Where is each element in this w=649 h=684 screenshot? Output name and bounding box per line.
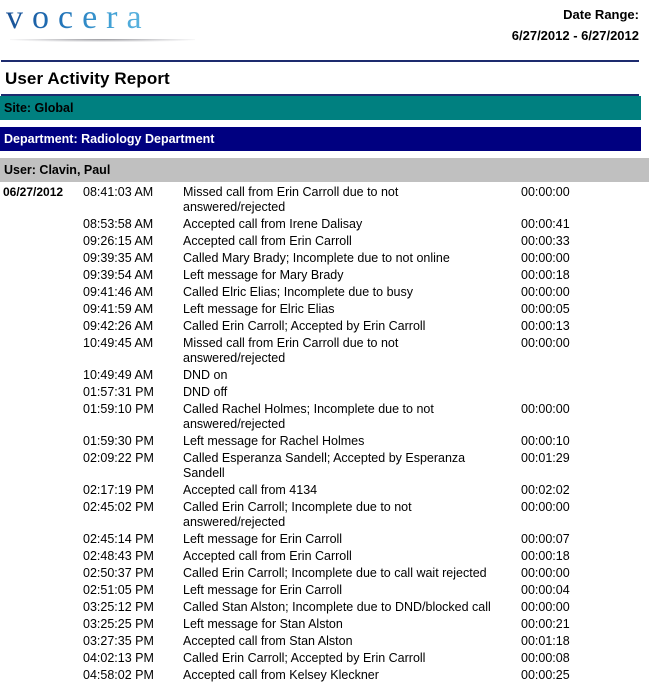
cell-date — [0, 284, 83, 301]
activity-table — [0, 184, 649, 684]
cell-date — [0, 216, 83, 233]
cell-date — [0, 250, 83, 267]
cell-duration: 00:00:00 — [521, 402, 570, 416]
table-row — [0, 216, 649, 233]
cell-time: 08:41:03 AM — [83, 185, 154, 199]
cell-date: 06/27/2012 — [3, 185, 64, 199]
cell-time: 02:50:37 PM — [83, 566, 154, 580]
cell-date — [0, 384, 83, 401]
table-row — [0, 650, 649, 667]
cell-duration: 00:00:00 — [521, 566, 570, 580]
cell-description: Missed call from Erin Carroll due to not answered/rejected — [183, 185, 399, 214]
cell-time: 10:49:49 AM — [83, 368, 154, 382]
cell-description: Left message for Elric Elias — [183, 302, 335, 316]
table-row — [0, 565, 649, 582]
vocera-logo: vocera — [6, 0, 151, 36]
cell-time: 01:57:31 PM — [83, 385, 154, 399]
table-row — [0, 301, 649, 318]
cell-time: 03:25:12 PM — [83, 600, 154, 614]
cell-description: Left message for Erin Carroll — [183, 532, 343, 546]
cell-date — [0, 548, 83, 565]
cell-time: 04:02:13 PM — [83, 651, 154, 665]
cell-date — [0, 499, 83, 531]
group-header-user: User: Clavin, Paul — [0, 158, 649, 182]
cell-description: Left message for Mary Brady — [183, 268, 344, 282]
report-header — [0, 0, 649, 52]
cell-description: Accepted call from Irene Dalisay — [183, 217, 363, 231]
cell-time: 04:58:02 PM — [83, 668, 154, 682]
cell-duration: 00:00:33 — [521, 234, 570, 248]
cell-date — [0, 318, 83, 335]
cell-date — [0, 450, 83, 482]
table-row — [0, 667, 649, 684]
table-row — [0, 599, 649, 616]
table-row — [0, 548, 649, 565]
cell-date — [0, 667, 83, 684]
cell-duration: 00:00:05 — [521, 302, 570, 316]
cell-duration: 00:00:10 — [521, 434, 570, 448]
table-row — [0, 384, 649, 401]
cell-description: Accepted call from Stan Alston — [183, 634, 353, 648]
cell-time: 09:39:54 AM — [83, 268, 154, 282]
cell-duration: 00:00:25 — [521, 668, 570, 682]
cell-date — [0, 582, 83, 599]
cell-description: Left message for Erin Carroll — [183, 583, 343, 597]
cell-description: Accepted call from Kelsey Kleckner — [183, 668, 379, 682]
cell-description: Accepted call from Erin Carroll — [183, 234, 352, 248]
table-row — [0, 531, 649, 548]
table-row — [0, 582, 649, 599]
cell-duration: 00:00:00 — [521, 336, 570, 350]
cell-time: 10:49:45 AM — [83, 336, 154, 350]
cell-description: Called Erin Carroll; Incomplete due to call wait rejected — [183, 566, 487, 580]
cell-duration: 00:00:00 — [521, 185, 570, 199]
cell-description: DND off — [183, 385, 228, 399]
cell-time: 03:25:25 PM — [83, 617, 154, 631]
date-range-label: Date Range: — [563, 7, 639, 22]
cell-description: Accepted call from 4134 — [183, 483, 318, 497]
cell-duration: 00:02:02 — [521, 483, 570, 497]
cell-date — [0, 401, 83, 433]
cell-time: 02:09:22 PM — [83, 451, 154, 465]
table-row — [0, 267, 649, 284]
cell-time: 01:59:10 PM — [83, 402, 154, 416]
cell-duration — [521, 384, 649, 401]
date-range-value: 6/27/2012 - 6/27/2012 — [511, 28, 639, 43]
cell-date — [0, 633, 83, 650]
cell-description: Called Erin Carroll; Accepted by Erin Carroll — [183, 319, 426, 333]
table-row — [0, 482, 649, 499]
cell-duration: 00:00:08 — [521, 651, 570, 665]
page-title: User Activity Report — [5, 69, 170, 88]
cell-duration: 00:00:07 — [521, 532, 570, 546]
cell-date — [0, 367, 83, 384]
logo-reflection — [10, 39, 195, 42]
table-row — [0, 284, 649, 301]
cell-date — [0, 267, 83, 284]
cell-time: 01:59:30 PM — [83, 434, 154, 448]
cell-description: Left message for Rachel Holmes — [183, 434, 365, 448]
table-row — [0, 450, 649, 482]
cell-time: 02:51:05 PM — [83, 583, 154, 597]
cell-time: 09:41:46 AM — [83, 285, 154, 299]
cell-description: Called Stan Alston; Incomplete due to DND/blocked call — [183, 600, 491, 614]
cell-time: 09:42:26 AM — [83, 319, 154, 333]
cell-date — [0, 482, 83, 499]
cell-time: 02:17:19 PM — [83, 483, 154, 497]
cell-description: Missed call from Erin Carroll due to not answered/rejected — [183, 336, 399, 365]
cell-description: Called Elric Elias; Incomplete due to busy — [183, 285, 413, 299]
cell-date — [0, 433, 83, 450]
cell-duration — [521, 367, 649, 384]
cell-date — [0, 301, 83, 318]
cell-duration: 00:00:00 — [521, 600, 570, 614]
cell-duration: 00:00:21 — [521, 617, 570, 631]
cell-duration: 00:00:13 — [521, 319, 570, 333]
cell-date — [0, 233, 83, 250]
cell-duration: 00:00:18 — [521, 549, 570, 563]
table-row — [0, 433, 649, 450]
table-row — [0, 401, 649, 433]
table-row — [0, 318, 649, 335]
cell-description: DND on — [183, 368, 228, 382]
table-row — [0, 335, 649, 367]
cell-time: 09:26:15 AM — [83, 234, 154, 248]
cell-duration: 00:01:29 — [521, 451, 570, 465]
cell-time: 02:48:43 PM — [83, 549, 154, 563]
cell-duration: 00:00:00 — [521, 251, 570, 265]
cell-description: Accepted call from Erin Carroll — [183, 549, 352, 563]
cell-description: Called Esperanza Sandell; Accepted by Esperanza Sandell — [183, 451, 466, 480]
cell-date — [0, 531, 83, 548]
table-row — [0, 616, 649, 633]
cell-time: 02:45:14 PM — [83, 532, 154, 546]
cell-date — [0, 650, 83, 667]
cell-date — [0, 335, 83, 367]
cell-duration: 00:01:18 — [521, 634, 570, 648]
cell-time: 09:39:35 AM — [83, 251, 154, 265]
cell-duration: 00:00:18 — [521, 268, 570, 282]
cell-date — [0, 565, 83, 582]
cell-time: 03:27:35 PM — [83, 634, 154, 648]
group-header-department: Department: Radiology Department — [0, 127, 641, 151]
cell-duration: 00:00:04 — [521, 583, 570, 597]
cell-description: Called Rachel Holmes; Incomplete due to not answered/rejected — [183, 402, 434, 431]
cell-description: Called Erin Carroll; Incomplete due to not answered/rejected — [183, 500, 412, 529]
cell-duration: 00:00:00 — [521, 285, 570, 299]
table-row — [0, 633, 649, 650]
cell-time: 09:41:59 AM — [83, 302, 154, 316]
cell-date — [0, 599, 83, 616]
table-row — [0, 184, 649, 216]
cell-description: Called Mary Brady; Incomplete due to not online — [183, 251, 450, 265]
date-range-block — [512, 4, 639, 46]
cell-duration: 00:00:41 — [521, 217, 570, 231]
cell-time: 02:45:02 PM — [83, 500, 154, 514]
cell-duration: 00:00:00 — [521, 500, 570, 514]
cell-date — [0, 616, 83, 633]
table-row — [0, 367, 649, 384]
cell-description: Left message for Stan Alston — [183, 617, 343, 631]
activity-table-body — [0, 184, 649, 684]
table-row — [0, 499, 649, 531]
cell-time: 08:53:58 AM — [83, 217, 154, 231]
group-header-site: Site: Global — [0, 96, 641, 120]
table-row — [0, 250, 649, 267]
table-row — [0, 233, 649, 250]
cell-description: Called Erin Carroll; Accepted by Erin Carroll — [183, 651, 426, 665]
